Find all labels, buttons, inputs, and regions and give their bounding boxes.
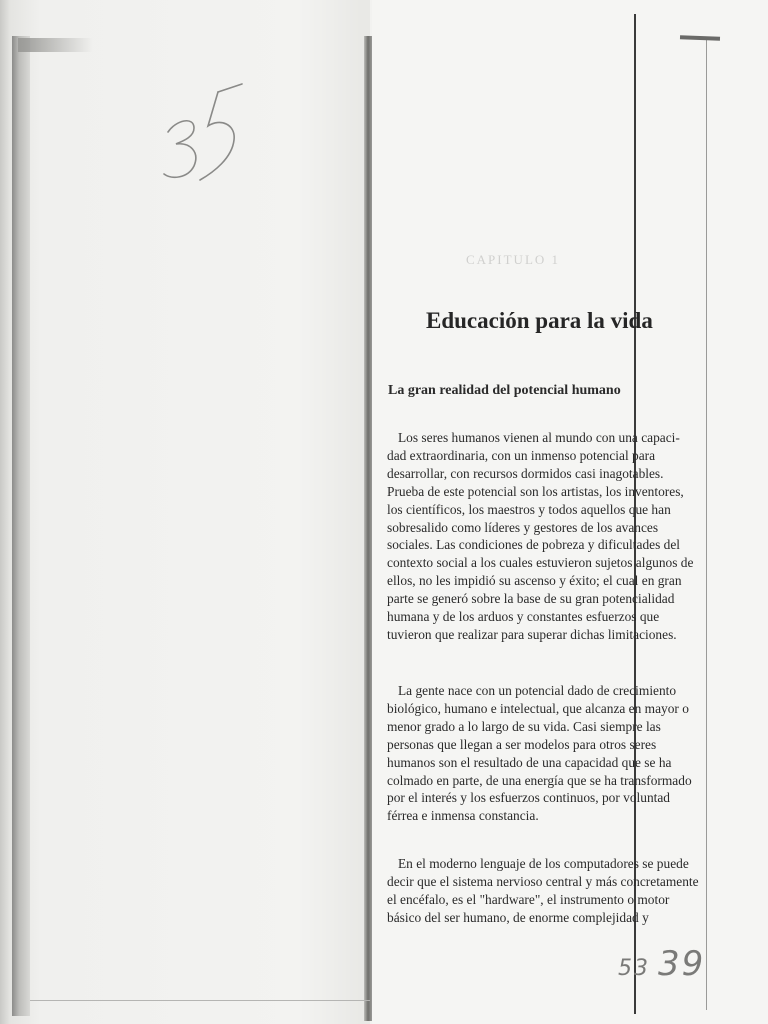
paragraph-line: Prueba de este potencial son los artistas, los inventores,	[387, 483, 684, 499]
paragraph-line: por el interés y los esfuerzos continuos, por voluntad	[387, 790, 671, 806]
paragraph-1	[387, 429, 694, 644]
paragraph-line: Los seres humanos vienen al mundo con una capaci-	[398, 430, 680, 445]
paragraph-line: personas que llegan a ser modelos para otros seres	[387, 736, 657, 752]
left-page-edge-shadow	[12, 36, 30, 1016]
paragraph-line: los científicos, los maestros y todos aquellos que han	[387, 501, 671, 517]
paragraph-line: contexto social a los cuales estuvieron sujetos algunos de	[387, 555, 694, 571]
handwritten-page-number-large: 39	[658, 944, 706, 984]
left-page-top-shadow	[18, 38, 93, 52]
paragraph-2	[387, 682, 692, 825]
bottom-page-line	[30, 1000, 370, 1001]
handwritten-page-number-small: 53	[618, 956, 650, 981]
paragraph-line: desarrollar, con recursos dormidos casi inagotables.	[387, 465, 664, 481]
paragraph-line: biológico, humano e intelectual, que alcanza en mayor o	[387, 700, 689, 716]
paragraph-line: decir que el sistema nervioso central y más concretamente	[387, 873, 699, 889]
chapter-label: CAPITULO 1	[466, 252, 561, 267]
paragraph-line: ellos, no les impidió su ascenso y éxito; el cual en gran	[387, 573, 682, 589]
paragraph-line: humanos son el resultado de una capacidad que se ha	[387, 754, 672, 770]
paragraph-line: férrea e inmensa constancia.	[387, 808, 539, 824]
paragraph-line: básico del ser humano, de enorme complejidad y	[387, 909, 649, 925]
paragraph-line: En el moderno lenguaje de los computadores se puede	[398, 856, 689, 871]
paragraph-line: el encéfalo, es el "hardware", el instrumento o motor	[387, 891, 670, 907]
paragraph-line: menor grado a lo largo de su vida. Casi siempre las	[387, 718, 661, 734]
paragraph-line: La gente nace con un potencial dado de crecimiento	[398, 683, 677, 698]
paragraph-line: sociales. Las condiciones de pobreza y dificultades del	[387, 537, 680, 553]
book-spine	[364, 36, 372, 1021]
paragraph-line: colmado en parte, de una energía que se ha transformado	[387, 772, 692, 788]
paragraph-line: parte se generó sobre la base de su gran potencialidad	[387, 591, 675, 607]
handwritten-page-number	[618, 944, 705, 984]
paragraph-line: sobresalido como líderes y gestores de los avances	[387, 519, 659, 535]
chapter-title: Educación para la vida	[426, 308, 653, 333]
paragraph-line: humana y de los arduos y constantes esfuerzos que	[387, 609, 660, 625]
far-margin-rule	[706, 40, 707, 1010]
paragraph-line: dad extraordinaria, con un inmenso potencial para	[387, 447, 656, 463]
paragraph-3	[387, 855, 699, 927]
section-subtitle: La gran realidad del potencial humano	[388, 383, 621, 398]
paragraph-line: tuvieron que realizar para superar dichas limitaciones.	[387, 626, 677, 642]
handwritten-number-35	[160, 80, 250, 200]
